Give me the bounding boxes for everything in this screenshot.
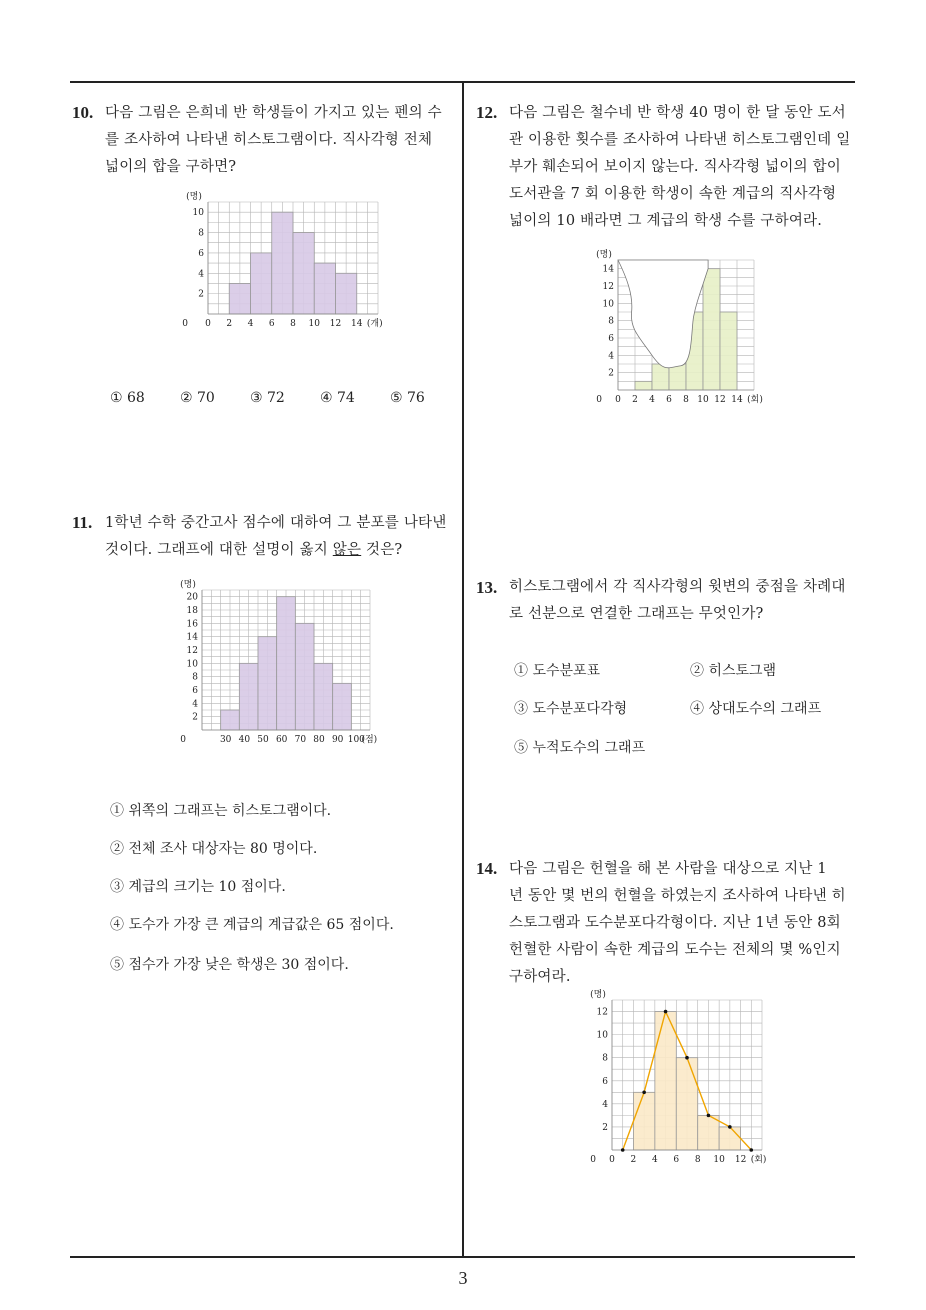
q11-choice-2[interactable]: ② 전체 조사 대상자는 80 명이다. (110, 841, 318, 857)
y-tick-label: 8 (602, 1053, 608, 1064)
q12-line1: 다음 그림은 철수네 반 학생 40 명이 한 달 동안 도서 (509, 105, 846, 121)
q11-choice-5[interactable]: ⑤ 점수가 가장 낮은 학생은 30 점이다. (110, 957, 349, 973)
histogram-bar (720, 312, 737, 390)
q14-line5: 구하여라. (509, 969, 571, 985)
q11-choice-1[interactable]: ① 위쪽의 그래프는 히스토그램이다. (110, 803, 332, 819)
q13-choice-5[interactable]: ⑤ 누적도수의 그래프 (514, 740, 646, 756)
x-tick-label: 2 (226, 319, 233, 329)
histogram-bar (719, 1127, 740, 1150)
q11-choice-4[interactable]: ④ 도수가 가장 큰 계급의 계급값은 65 점이다. (110, 917, 394, 933)
q12-histogram (590, 240, 790, 410)
q13-text (509, 574, 861, 628)
q10-line2: 를 조사하여 나타낸 히스토그램이다. 직사각형 전체 (105, 132, 433, 148)
q11-line2-pre: 것이다. 그래프에 대한 설명이 옳지 (105, 542, 333, 558)
x-axis-unit: (점) (361, 735, 378, 745)
histogram-bar (669, 364, 686, 390)
x-tick-label: 12 (714, 395, 726, 405)
y-tick-label: 10 (602, 299, 614, 310)
q14-line4: 헌혈한 사람이 속한 계급의 도수는 전체의 몇 %인지 (509, 942, 841, 958)
x-tick-label: 4 (649, 395, 655, 405)
q14-line1: 다음 그림은 헌혈을 해 본 사람을 대상으로 지난 1 (509, 861, 827, 877)
origin-label: 0 (590, 1155, 596, 1165)
y-tick-label: 18 (186, 606, 198, 616)
polygon-point (707, 1114, 711, 1118)
histogram-bar (229, 283, 250, 314)
y-tick-label: 8 (198, 228, 204, 239)
x-tick-label: 8 (694, 1155, 701, 1165)
y-tick-label: 14 (186, 632, 198, 643)
histogram-bar (676, 1058, 697, 1150)
x-tick-label: 90 (331, 735, 344, 745)
x-tick-label: 2 (630, 1155, 637, 1165)
y-tick-label: 8 (192, 672, 198, 683)
y-tick-label: 4 (608, 351, 614, 362)
q13-line1: 히스토그램에서 각 직사각형의 윗변의 중점을 차례대 (509, 579, 846, 595)
q10-choice-4[interactable]: ④ 74 (320, 390, 355, 406)
q13-line2: 로 선분으로 연결한 그래프는 무엇인가? (509, 606, 764, 622)
histogram-bar (698, 1115, 719, 1150)
origin-label: 0 (180, 735, 186, 745)
x-tick-label: 0 (615, 395, 621, 405)
q11-text (105, 510, 457, 564)
histogram-bar (314, 663, 333, 730)
x-tick-label: 70 (294, 735, 307, 745)
x-tick-label: 10 (308, 319, 320, 329)
polygon-point (685, 1056, 689, 1060)
q11-histogram (170, 578, 410, 748)
histogram-bar (258, 637, 277, 730)
q14-number: 14. (476, 859, 498, 878)
q13-choice-3[interactable]: ③ 도수분포다각형 (514, 701, 628, 717)
polygon-point (728, 1125, 732, 1129)
x-tick-label: 10 (713, 1155, 725, 1165)
x-tick-label: 0 (609, 1155, 615, 1165)
y-tick-label: 10 (186, 659, 198, 670)
q11-choice-3[interactable]: ③ 계급의 크기는 10 점이다. (110, 879, 286, 895)
x-tick-label: 8 (290, 319, 296, 329)
q11-number: 11. (72, 513, 93, 532)
q14-line3: 스토그램과 도수분포다각형이다. 지난 1년 동안 8회 (509, 915, 841, 931)
y-axis-unit: (명) (186, 192, 202, 202)
q13-choice-2[interactable]: ② 히스토그램 (690, 663, 777, 679)
q11-line1: 1학년 수학 중간고사 점수에 대하여 그 분포를 나타낸 (105, 515, 447, 531)
q12-line2: 관 이용한 횟수를 조사하여 나타낸 히스토그램인데 일 (509, 132, 851, 148)
polygon-point (749, 1148, 753, 1152)
x-tick-label: 30 (219, 735, 232, 745)
histogram-bar (655, 1012, 676, 1150)
q10-choice-1[interactable]: ① 68 (110, 390, 145, 406)
histogram-bar (336, 273, 357, 314)
x-tick-label: 40 (238, 735, 251, 745)
q12-line4: 도서관을 7 회 이용한 학생이 속한 계급의 직사각형 (509, 186, 837, 202)
y-tick-label: 12 (596, 1007, 608, 1018)
y-tick-label: 2 (608, 368, 614, 379)
y-tick-label: 4 (198, 269, 204, 280)
q10-line1: 다음 그림은 은희네 반 학생들이 가지고 있는 펜의 수 (105, 105, 442, 121)
y-axis-unit: (명) (596, 250, 612, 260)
x-axis-unit: (개) (366, 319, 383, 329)
y-tick-label: 8 (608, 316, 614, 327)
histogram-bar (251, 253, 272, 314)
x-tick-label: 80 (313, 735, 325, 745)
x-axis-unit: (회) (750, 1155, 767, 1165)
histogram-bar (239, 663, 258, 730)
y-tick-label: 4 (192, 699, 198, 710)
x-tick-label: 8 (683, 395, 689, 405)
y-axis-unit: (명) (180, 580, 196, 590)
x-tick-label: 4 (651, 1155, 658, 1165)
y-tick-label: 10 (192, 208, 204, 219)
x-tick-label: 2 (632, 395, 638, 405)
x-tick-label: 6 (666, 395, 672, 405)
y-tick-label: 12 (602, 282, 614, 292)
y-tick-label: 2 (192, 712, 198, 723)
x-axis-unit: (회) (747, 395, 763, 405)
x-tick-label: 50 (257, 735, 269, 745)
q12-line3: 부가 훼손되어 보이지 않는다. 직사각형 넓이의 합이 (509, 159, 842, 175)
x-tick-label: 4 (247, 319, 254, 329)
x-tick-label: 10 (697, 395, 709, 405)
q10-choice-5[interactable]: ⑤ 76 (390, 390, 425, 406)
x-tick-label: 12 (329, 319, 342, 329)
y-tick-label: 14 (602, 264, 614, 275)
q10-choice-3[interactable]: ③ 72 (250, 390, 285, 406)
q10-line3: 넓이의 합을 구하면? (105, 159, 237, 175)
origin-label: 0 (596, 395, 602, 405)
q10-number: 10. (72, 103, 94, 122)
page-number: 3 (458, 1268, 468, 1288)
q14-histogram-polygon (590, 990, 790, 1176)
x-tick-label: 100 (347, 735, 365, 745)
histogram-bar (635, 381, 652, 390)
histogram-bar (293, 233, 314, 314)
polygon-point (621, 1148, 625, 1152)
polygon-point (664, 1010, 668, 1014)
y-tick-label: 6 (602, 1076, 608, 1087)
x-tick-label: 60 (275, 735, 288, 745)
x-tick-label: 14 (351, 319, 363, 329)
y-tick-label: 12 (186, 646, 198, 656)
histogram-bar (277, 597, 296, 730)
y-tick-label: 10 (596, 1030, 608, 1041)
q14-line2: 년 동안 몇 번의 헌혈을 하였는지 조사하여 나타낸 히 (509, 888, 846, 904)
y-tick-label: 6 (198, 248, 204, 259)
q12-text (509, 100, 861, 235)
x-tick-label: 6 (268, 319, 275, 329)
q10-choice-2[interactable]: ② 70 (180, 390, 215, 406)
column-divider (462, 82, 464, 1257)
x-tick-label: 0 (205, 319, 211, 329)
histogram-bar (221, 710, 240, 730)
q12-number: 12. (476, 103, 498, 122)
y-axis-unit: (명) (590, 990, 606, 1000)
polygon-point (642, 1091, 646, 1095)
q13-choice-4[interactable]: ④ 상대도수의 그래프 (690, 701, 822, 717)
y-tick-label: 20 (186, 592, 198, 603)
q10-histogram (180, 190, 420, 340)
y-tick-label: 16 (186, 619, 198, 630)
x-tick-label: 6 (673, 1155, 680, 1165)
histogram-bar (295, 623, 314, 730)
y-tick-label: 6 (608, 334, 614, 344)
x-tick-label: 12 (734, 1155, 747, 1165)
x-tick-label: 14 (731, 395, 743, 405)
q14-text (509, 856, 861, 991)
q11-line2-underlined: 않은 (332, 542, 362, 558)
y-tick-label: 0 (182, 319, 188, 329)
q10-text (105, 100, 457, 181)
y-tick-label: 2 (602, 1122, 608, 1133)
histogram-bar (314, 263, 335, 314)
q11-line2 (105, 537, 457, 564)
y-tick-label: 6 (192, 686, 198, 696)
histogram-bar (272, 212, 293, 314)
q13-choice-1[interactable]: ① 도수분포표 (514, 663, 601, 679)
q11-line2-post: 것은? (361, 542, 403, 558)
histogram-bar (333, 683, 352, 730)
q13-number: 13. (476, 578, 498, 597)
q12-line5: 넓이의 10 배라면 그 계급의 학생 수를 구하여라. (509, 213, 823, 229)
y-tick-label: 4 (602, 1099, 608, 1110)
y-tick-label: 2 (198, 289, 204, 300)
histogram-bar (633, 1092, 654, 1150)
histogram-bar (703, 269, 720, 390)
